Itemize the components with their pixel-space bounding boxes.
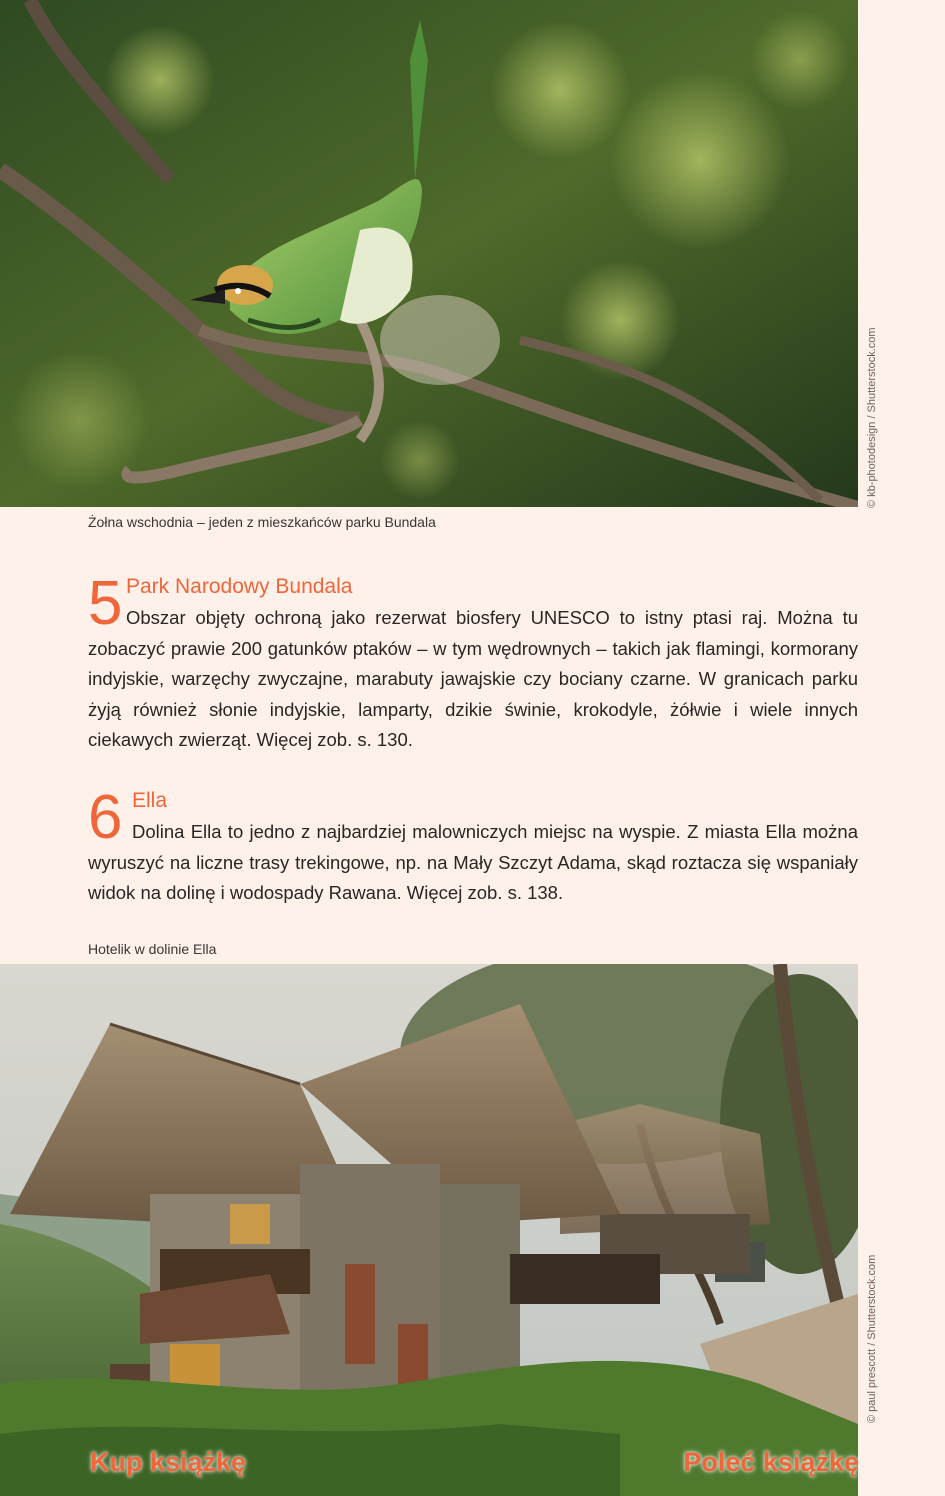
buy-book-link[interactable]: Kup książkę (90, 1447, 247, 1477)
section-body: Obszar objęty ochroną jako rezerwat biosfery UNESCO to istny ptasi raj. Można tu zobaczyć prawie 200 gatunków ptaków – w tym wędrownych – takich jak flamingi, kormorany indyjskie, warzęchy zwyczajne, marabuty jawajskie czy bociany czarne. W granicach parku żyją również słonie indyjskie, lamparty, dzikie świnie, krokodyle, żółwie i wiele innych ciekawych zwierząt. Więcej zob. s. 130. (88, 607, 858, 751)
bee-eater-photo (0, 0, 858, 507)
top-photo-caption: Żołna wschodnia – jeden z mieszkańców parku Bundala (88, 514, 436, 530)
bee-eater-illustration (0, 0, 858, 507)
hotel-photo (0, 964, 858, 1496)
section-ella (88, 783, 858, 909)
section-title: Park Narodowy Bundala (126, 575, 353, 598)
bottom-photo-caption: Hotelik w dolinie Ella (88, 941, 217, 957)
section-bundala (88, 569, 858, 756)
section-number: 6 (88, 783, 123, 852)
bottom-photo-credit: © paul prescott / Shutterstock.com (866, 1254, 878, 1423)
hotel-illustration (0, 964, 858, 1496)
recommend-book-link[interactable]: Poleć książkę (683, 1447, 859, 1477)
section-title: Ella (132, 789, 168, 812)
section-body: Dolina Ella to jedno z najbardziej malowniczych miejsc na wyspie. Z miasta Ella można wyruszyć na liczne trasy trekingowe, np. na Mały Szczyt Adama, skąd roztacza się wspaniały widok na dolinę i wodospady Rawana. Więcej zob. s. 138. (88, 821, 858, 904)
top-photo-credit: © kb-photodesign / Shutterstock.com (866, 327, 878, 508)
section-number: 5 (88, 569, 123, 638)
